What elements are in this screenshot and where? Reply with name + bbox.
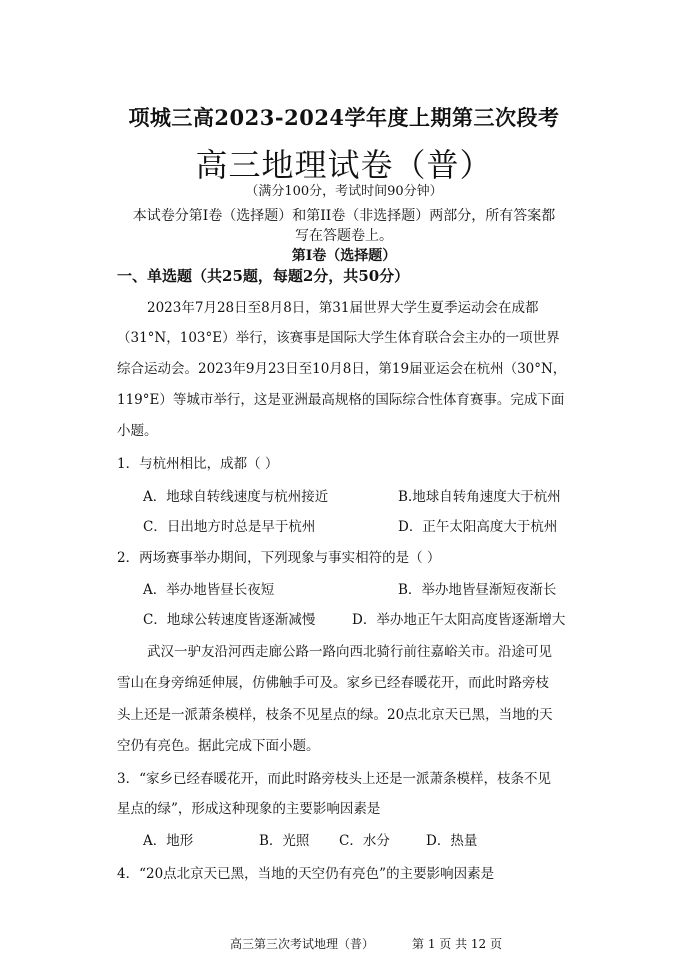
q2-option-d: D．举办地正午太阳高度皆逐渐增大 (352, 612, 566, 628)
section-title: 一、单选题（共25题，每题2分，共50分） (117, 267, 410, 285)
passage2-line: 雪山在身旁绵延伸展，仿佛触手可及。家乡已经春暖花开，而此时路旁枝 (117, 675, 549, 691)
passage1-line: （31°N，103°E）举行，该赛事是国际大学生体育联合会主办的一项世界 (117, 330, 560, 346)
volume-title: 第Ⅰ卷（选择题） (291, 248, 397, 264)
school-title: 项城三高2023-2024学年度上期第三次段考 (128, 105, 560, 130)
exam-info: （满分100分，考试时间90分钟） (245, 184, 443, 199)
q3-option-d: D．热量 (426, 833, 478, 849)
passage2-line: 武汉一驴友沿河西走廊公路一路向西北骑行前往嘉峪关市。沿途可见 (147, 644, 552, 660)
footer-exam-name: 高三第三次考试地理（普） (230, 937, 375, 951)
passage1-line: 2023年7月28日至8月8日，第31届世界大学生夏季运动会在成都 (147, 300, 539, 316)
passage2-line: 空仍有亮色。据此完成下面小题。 (117, 738, 320, 754)
q1-option-d: D．正午太阳高度大于杭州 (398, 519, 558, 535)
q3-option-b: B．光照 (259, 833, 310, 849)
q3-option-a: A．地形 (143, 833, 194, 849)
footer-page-number: 第 1 页 共 12 页 (412, 937, 502, 951)
q2-option-a: A．举办地皆昼长夜短 (143, 582, 275, 598)
q2-option-c: C．地球公转速度皆逐渐减慢 (143, 612, 316, 628)
passage1-line: 119°E）等城市举行，这是亚洲最高规格的国际综合性体育赛事。完成下面 (117, 392, 565, 408)
instructions-line-1: 本试卷分第Ⅰ卷（选择题）和第II卷（非选择题）两部分，所有答案都 (132, 208, 556, 224)
question-3-stem-line-2: 星点的绿”，形成这种现象的主要影响因素是 (117, 801, 381, 817)
passage1-line: 小题。 (117, 423, 158, 439)
q1-option-b: B.地球自转角速度大于杭州 (398, 489, 561, 505)
question-1-stem: 1．与杭州相比，成都（ ） (117, 456, 279, 472)
question-2-stem: 2．两场赛事举办期间，下列现象与事实相符的是（ ） (117, 550, 441, 566)
subject-title: 高三地理试卷（普） (195, 146, 493, 184)
q1-option-c: C．日出地方时总是早于杭州 (143, 519, 316, 535)
instructions (0, 206, 688, 246)
passage2-line: 头上还是一派萧条模样，枝条不见星点的绿。20点北京天已黑，当地的天 (117, 707, 553, 723)
q3-option-c: C．水分 (339, 833, 390, 849)
question-3-stem-line-1: 3．“家乡已经春暖花开，而此时路旁枝头上还是一派萧条模样，枝条不见 (117, 771, 551, 787)
passage1-line: 综合运动会。2023年9月23日至10月8日，第19届亚运会在杭州（30°N， (117, 361, 567, 377)
instructions-line-2: 写在答题卷上。 (295, 228, 393, 244)
question-4-stem: 4．“20点北京天已黑，当地的天空仍有亮色”的主要影响因素是 (117, 866, 495, 882)
q1-option-a: A．地球自转线速度与杭州接近 (143, 489, 329, 505)
q2-option-b: B．举办地皆昼渐短夜渐长 (398, 582, 557, 598)
